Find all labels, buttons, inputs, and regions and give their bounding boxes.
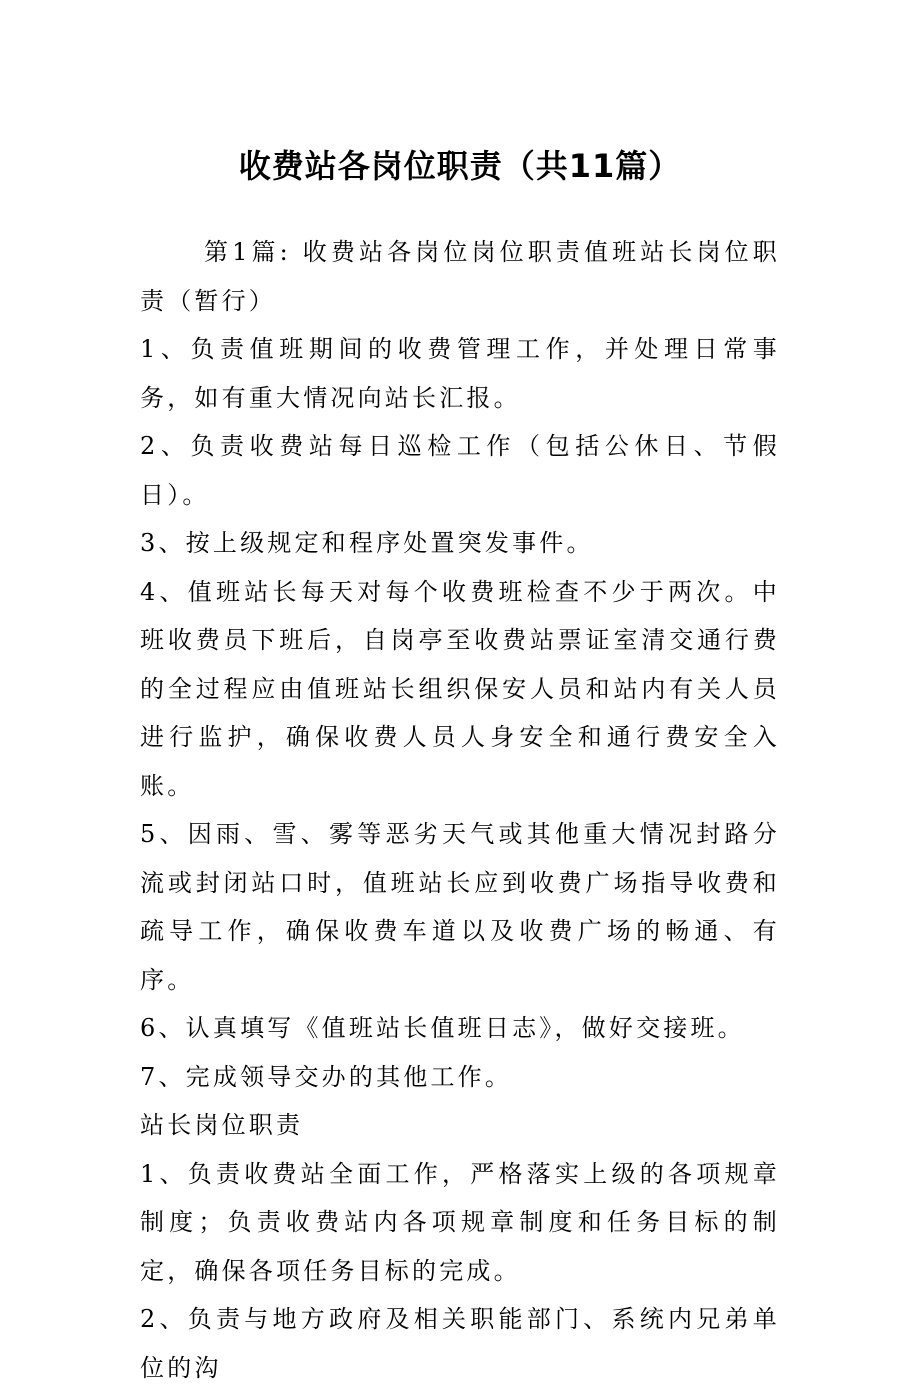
duty-item-3: 3、按上级规定和程序处置突发事件。 <box>140 529 594 557</box>
document-body <box>140 228 780 1392</box>
duty-item-5: 5、因雨、雪、雾等恶劣天气或其他重大情况封路分流或封闭站口时，值班站长应到收费广场指导收费和疏导工作，确保收费车道以及收费广场的畅通、有序。 <box>140 820 780 994</box>
station-item-2: 2、负责与地方政府及相关职能部门、系统内兄弟单位的沟 <box>140 1305 780 1382</box>
intro-paragraph: 第1篇: 收费站各岗位岗位职责值班站长岗位职责（暂行） <box>140 238 780 315</box>
duty-item-4: 4、值班站长每天对每个收费班检查不少于两次。中班收费员下班后，自岗亭至收费站票证室清交通行费的全过程应由值班站长组织保安人员和站内有关人员进行监护，确保收费人员人身安全和通行费安全入账。 <box>140 577 780 800</box>
duty-item-7: 7、完成领导交办的其他工作。 <box>140 1062 513 1091</box>
section-heading-station-manager: 站长岗位职责 <box>140 1111 304 1139</box>
station-item-1: 1、负责收费站全面工作，严格落实上级的各项规章制度；负责收费站内各项规章制度和任务目标的制定，确保各项任务目标的完成。 <box>140 1159 780 1285</box>
duty-item-1: 1、负责值班期间的收费管理工作，并处理日常事务，如有重大情况向站长汇报。 <box>140 335 780 412</box>
duty-item-6: 6、认真填写《值班站长值班日志》，做好交接班。 <box>140 1014 745 1042</box>
duty-item-2: 2、负责收费站每日巡检工作（包括公休日、节假日）。 <box>140 432 780 509</box>
document-title: 收费站各岗位职责（共11篇） <box>238 147 682 185</box>
